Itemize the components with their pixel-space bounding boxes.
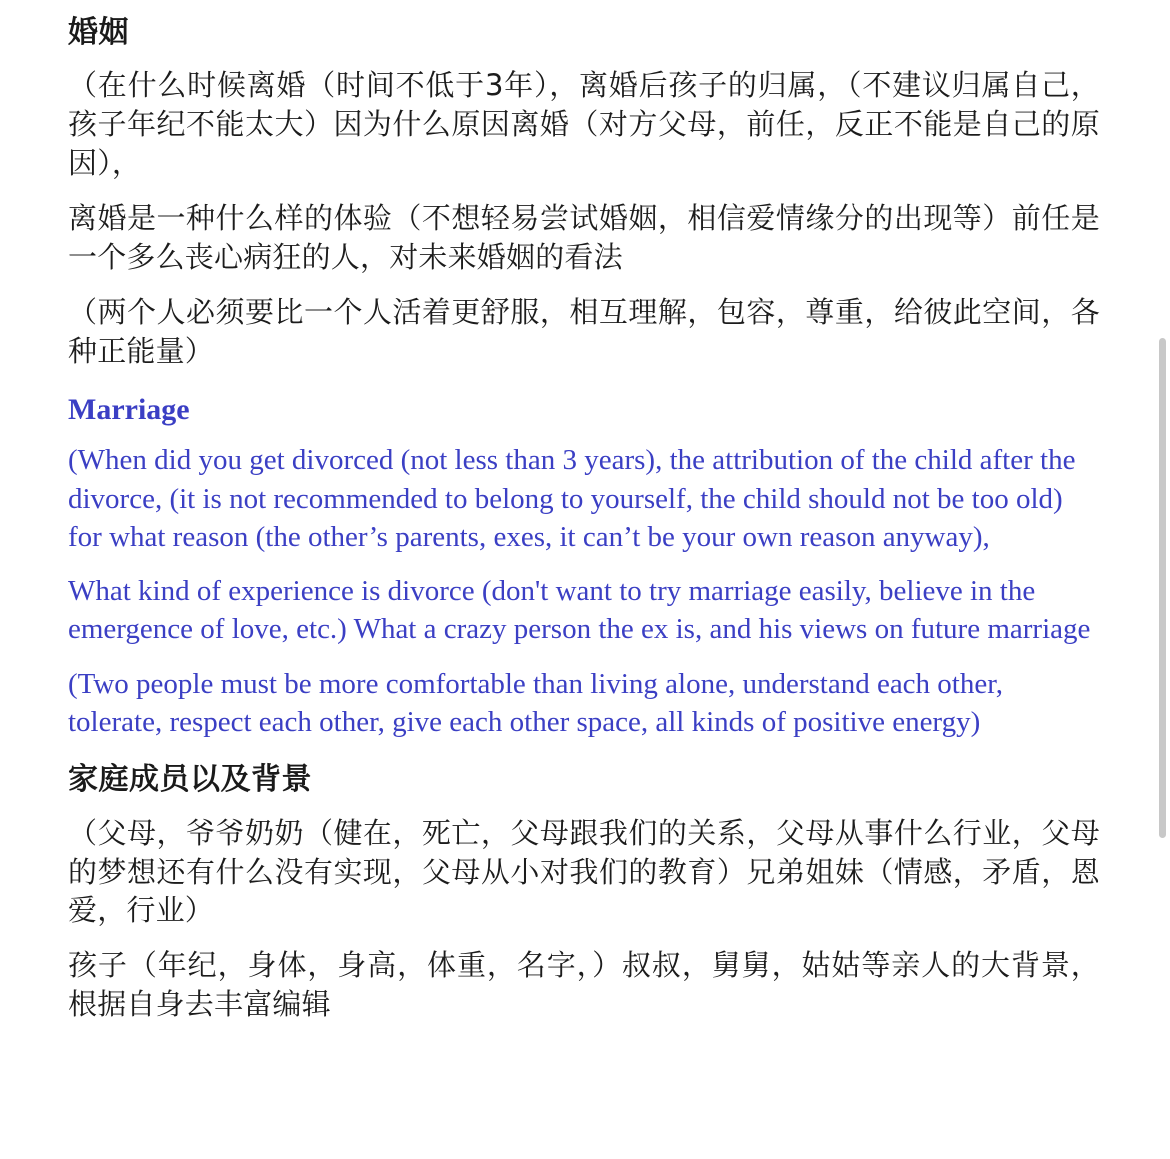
paragraph-family-cn-1: （父母，爷爷奶奶（健在，死亡，父母跟我们的关系，父母从事什么行业，父母的梦想还有什么没有实现，父母从小对我们的教育）兄弟姐妹（情感，矛盾，恩爱，行业） bbox=[68, 815, 1100, 928]
section-heading-marriage-en: Marriage bbox=[68, 393, 190, 427]
paragraph-marriage-en-1: (When did you get divorced (not less than 3 years), the attribution of the child after the divorce, (it is not recommended to belong to yourself, the child should not be too old) for what reason (the other’s parents, exes, it can’t be your own reason anyway), bbox=[68, 444, 1076, 553]
paragraph-marriage-cn-1: （在什么时候离婚（时间不低于3年），离婚后孩子的归属，（不建议归属自己，孩子年纪不能太大）因为什么原因离婚（对方父母，前任，反正不能是自己的原因）， bbox=[68, 68, 1100, 181]
document-body bbox=[68, 14, 1100, 1024]
section-heading-marriage-cn: 婚姻 bbox=[68, 15, 129, 50]
paragraph-marriage-cn-3: （两个人必须要比一个人活着更舒服，相互理解，包容，尊重，给彼此空间，各种正能量） bbox=[68, 294, 1100, 368]
section-heading-family-cn: 家庭成员以及背景 bbox=[68, 762, 312, 798]
paragraph-marriage-en-2: What kind of experience is divorce (don't want to try marriage easily, believe in the emergence of love, etc.) What a crazy person the ex is, and his views on future marriage bbox=[68, 575, 1091, 646]
scrollbar-thumb[interactable] bbox=[1159, 338, 1166, 838]
paragraph-marriage-en-3: (Two people must be more comfortable than living alone, understand each other, tolerate, respect each other, give each other space, all kinds of positive energy) bbox=[68, 667, 1003, 738]
paragraph-marriage-cn-2: 离婚是一种什么样的体验（不想轻易尝试婚姻，相信爱情缘分的出现等）前任是一个多么丧心病狂的人，对未来婚姻的看法 bbox=[68, 200, 1100, 274]
paragraph-family-cn-2: 孩子（年纪，身体，身高，体重，名字，）叔叔，舅舅，姑姑等亲人的大背景，根据自身去丰富编辑 bbox=[68, 948, 1100, 1022]
